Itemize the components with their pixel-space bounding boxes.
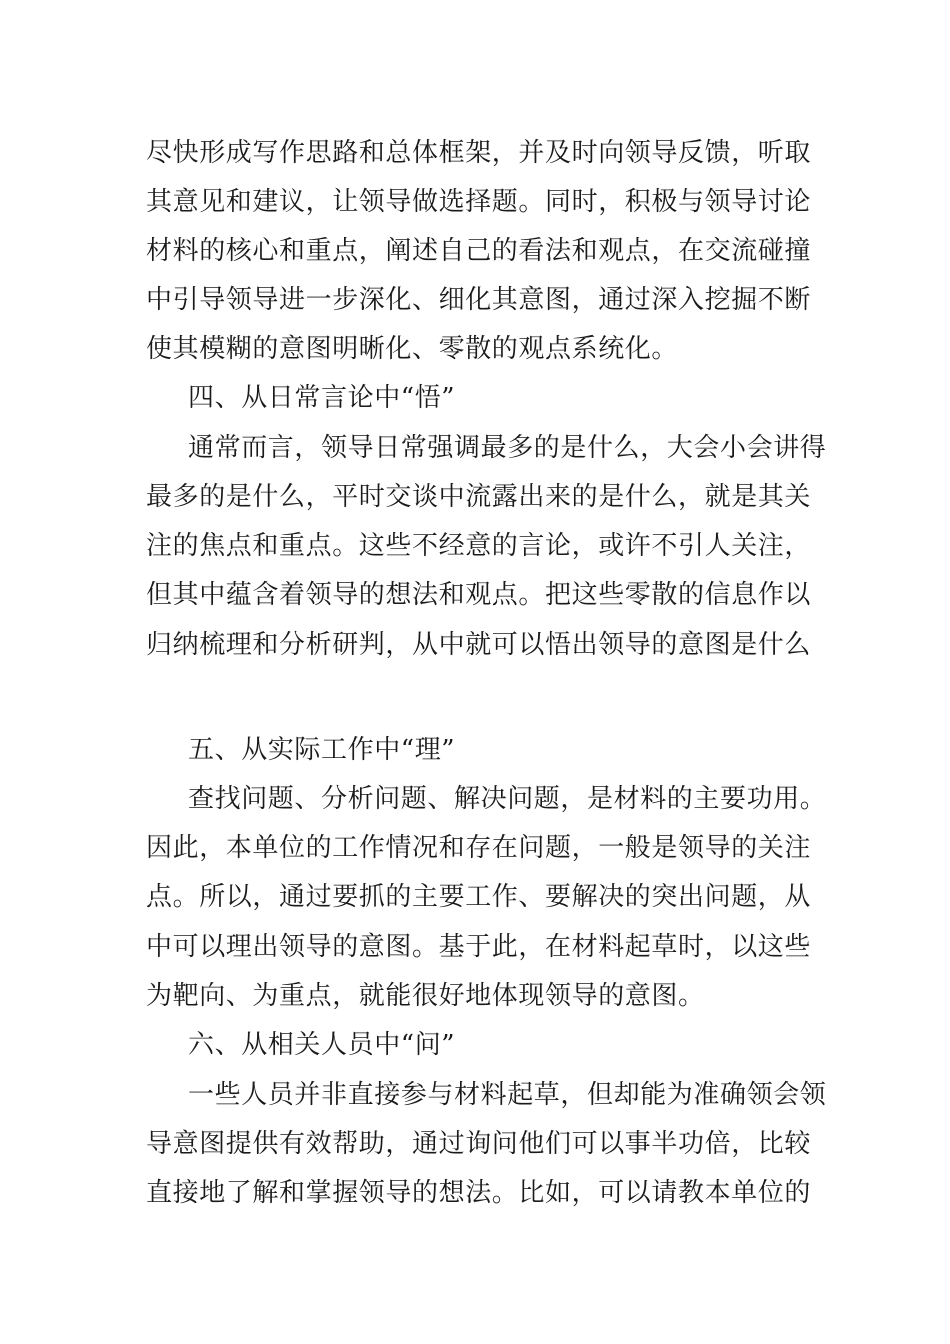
paragraph-line: 导意图提供有效帮助，通过询问他们可以事半功倍，比较 — [146, 1129, 812, 1159]
paragraph-line: 点。所以，通过要抓的主要工作、要解决的突出问题，从 — [146, 882, 812, 912]
paragraph-line: 但其中蕴含着领导的想法和观点。把这些零散的信息作以 — [146, 580, 812, 610]
paragraph-line: 材料的核心和重点，阐述自己的看法和观点，在交流碰撞 — [146, 236, 812, 266]
paragraph-line: 因此，本单位的工作情况和存在问题，一般是领导的关注 — [146, 833, 812, 863]
paragraph-line: 注的焦点和重点。这些不经意的言论，或许不引人关注， — [146, 531, 812, 561]
paragraph-line: 中引导领导进一步深化、细化其意图，通过深入挖掘不断 — [146, 285, 812, 315]
paragraph-line: 最多的是什么，平时交谈中流露出来的是什么，就是其关 — [146, 482, 812, 512]
paragraph-line: 通常而言，领导日常强调最多的是什么，大会小会讲得 — [188, 433, 827, 463]
section-heading: 五、从实际工作中“理” — [188, 735, 456, 765]
section-heading: 四、从日常言论中“悟” — [188, 383, 456, 413]
paragraph-line: 中可以理出领导的意图。基于此，在材料起草时，以这些 — [146, 932, 812, 962]
paragraph-line: 查找问题、分析问题、解决问题，是材料的主要功用。 — [188, 784, 827, 814]
section-heading: 六、从相关人员中“问” — [188, 1030, 456, 1060]
paragraph-line: 一些人员并非直接参与材料起草，但却能为准确领会领 — [188, 1080, 827, 1110]
paragraph-line: 直接地了解和掌握领导的想法。比如，可以请教本单位的 — [146, 1178, 812, 1208]
paragraph-line: 尽快形成写作思路和总体框架，并及时向领导反馈，听取 — [146, 138, 812, 168]
paragraph-line: 为靶向、为重点，就能很好地体现领导的意图。 — [146, 981, 705, 1011]
paragraph-line: 使其模糊的意图明晰化、零散的观点系统化。 — [146, 334, 679, 364]
paragraph-line: 归纳梳理和分析研判，从中就可以悟出领导的意图是什么 — [146, 630, 812, 660]
paragraph-line: 其意见和建议，让领导做选择题。同时，积极与领导讨论 — [146, 187, 812, 217]
